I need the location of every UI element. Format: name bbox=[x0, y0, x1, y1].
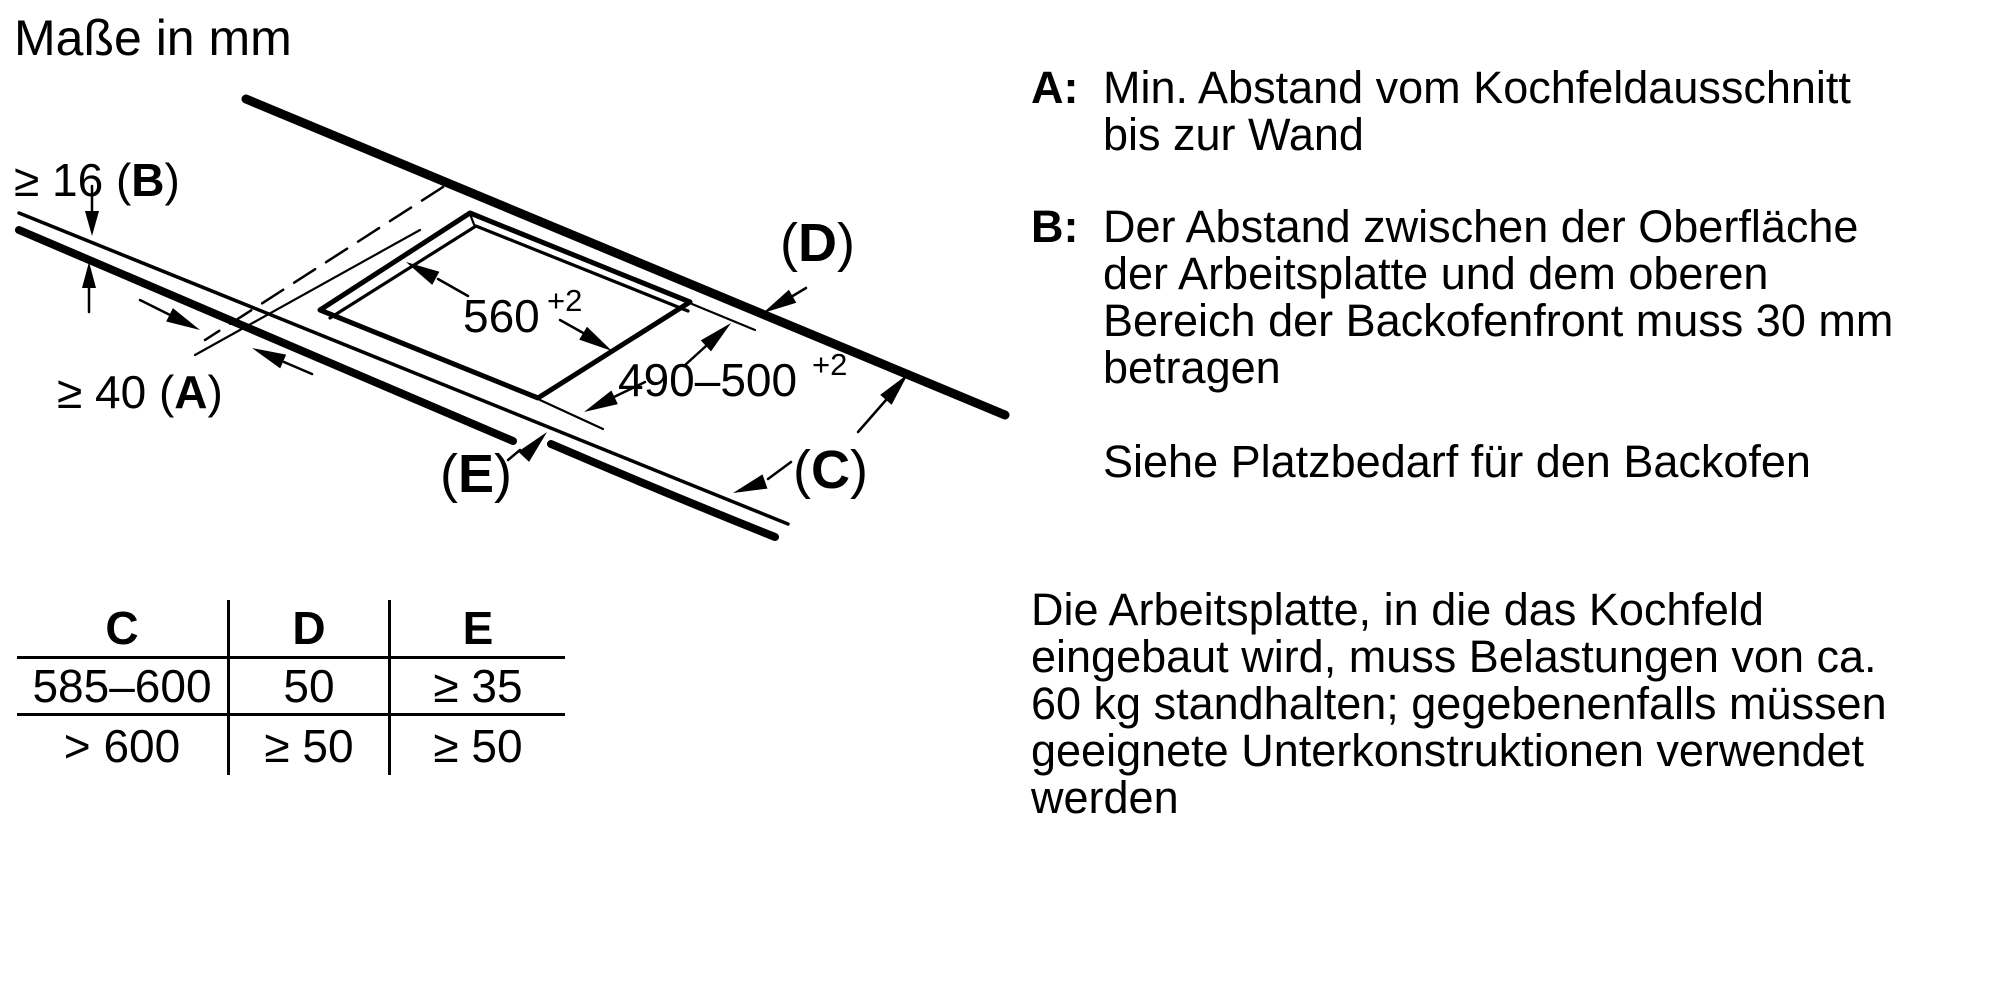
table-header-d: D bbox=[227, 600, 391, 659]
table-cell: > 600 bbox=[63, 719, 181, 772]
installation-diagram bbox=[0, 0, 1010, 570]
note-line: Der Abstand zwischen der Oberfläche bbox=[1103, 201, 1859, 252]
depth-arrow-lower-head bbox=[584, 391, 618, 413]
note-worktop-load bbox=[1031, 586, 1936, 821]
d-arrow-head bbox=[763, 290, 796, 313]
note-line: Min. Abstand vom Kochfeldausschnitt bbox=[1103, 62, 1851, 113]
note-line: 60 kg standhalten; gegebenenfalls müssen bbox=[1031, 678, 1887, 729]
table-cell: 50 bbox=[227, 659, 391, 716]
note-line: bis zur Wand bbox=[1103, 109, 1364, 160]
note-line: eingebaut wird, muss Belastungen von ca. bbox=[1031, 631, 1877, 682]
page-title: Maße in mm bbox=[14, 10, 292, 66]
a-arrow-right-line bbox=[284, 362, 312, 374]
width-arrow-upper-head bbox=[406, 262, 439, 285]
note-b-see-also bbox=[1031, 438, 1936, 485]
cutout-width-tolerance: +2 bbox=[547, 283, 583, 318]
cutout-width-value: 560 bbox=[463, 290, 540, 342]
label-e: (E) bbox=[440, 444, 512, 504]
table-cell: ≥ 35 bbox=[391, 659, 565, 716]
note-b-label: B: bbox=[1031, 201, 1079, 252]
table-header-e: E bbox=[391, 600, 565, 659]
note-line: geeignete Unterkonstruktionen verwendet bbox=[1031, 725, 1865, 776]
note-line: Die Arbeitsplatte, in die das Kochfeld bbox=[1031, 584, 1764, 635]
hidden-edge-dashed-line bbox=[205, 187, 443, 340]
label-c: (C) bbox=[793, 440, 868, 500]
table-cell: ≥ 50 bbox=[227, 716, 391, 775]
note-line: Bereich der Backofenfront muss 30 mm bbox=[1103, 295, 1894, 346]
c-arrow-lower-head bbox=[733, 474, 768, 493]
note-line: Siehe Platzbedarf für den Backofen bbox=[1103, 436, 1811, 487]
c-arrow-lower-line bbox=[768, 462, 791, 479]
note-line: betragen bbox=[1103, 342, 1281, 393]
thickness-dimension-label: ≥ 16 (B) bbox=[14, 154, 180, 206]
a-arrow-left-head bbox=[166, 308, 200, 330]
cutout-depth-value: 490–500 bbox=[618, 354, 798, 406]
note-a bbox=[1031, 64, 1936, 158]
c-arrow-upper-line bbox=[858, 400, 886, 432]
table-cell: ≥ 50 bbox=[433, 719, 523, 772]
e-arrow-head bbox=[518, 432, 547, 462]
width-arrow-lower-line bbox=[560, 320, 585, 334]
b-arrow-upper-head bbox=[85, 211, 99, 236]
d-arrow-line bbox=[791, 288, 806, 297]
a-arrow-left-line bbox=[140, 300, 174, 317]
depth-extension-line-bottom bbox=[540, 400, 603, 429]
note-line: der Arbeitsplatte und dem oberen bbox=[1103, 248, 1769, 299]
width-arrow-lower-head bbox=[579, 327, 612, 351]
a-arrow-right-head bbox=[252, 348, 286, 368]
dimension-table bbox=[17, 600, 565, 775]
label-d: (D) bbox=[780, 213, 855, 273]
table-header-c: C bbox=[17, 600, 227, 659]
wall-distance-dimension-label: ≥ 40 (A) bbox=[57, 366, 223, 418]
note-line: werden bbox=[1031, 772, 1179, 823]
note-b bbox=[1031, 203, 1936, 391]
table-cell: 585–600 bbox=[17, 659, 227, 716]
note-a-label: A: bbox=[1031, 62, 1079, 113]
cutout-depth-tolerance: +2 bbox=[812, 347, 848, 382]
